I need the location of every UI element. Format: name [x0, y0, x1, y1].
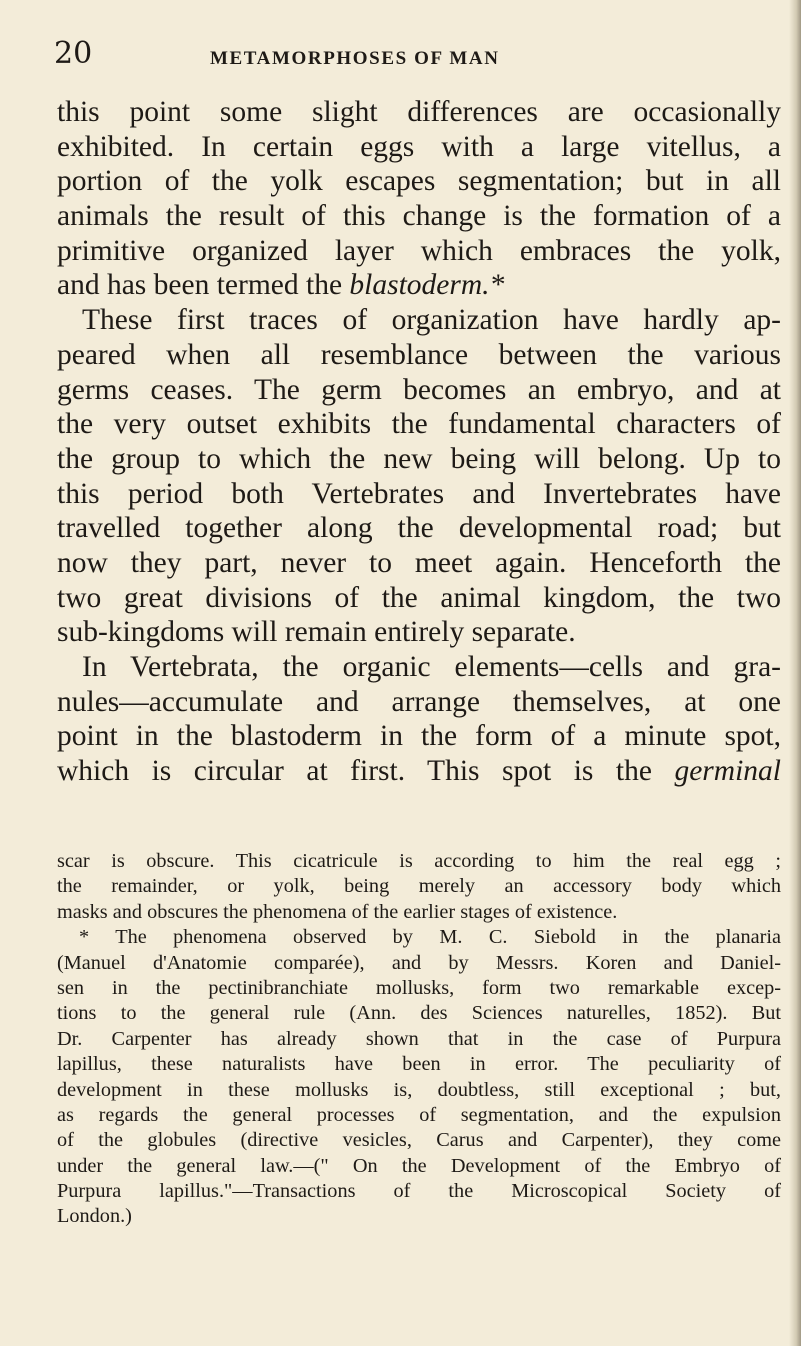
- text-line: the very outset exhibits the fundamental characters of: [57, 408, 781, 441]
- italic-term-germinal: germinal: [674, 755, 781, 788]
- text-line: the group to which the new being will belong. Up to: [57, 442, 781, 475]
- text-line: this point some slight differences are occasionally: [57, 96, 781, 128]
- text-line: now they part, never to meet again. Henceforth the: [57, 546, 781, 579]
- page-number: 20: [54, 36, 93, 71]
- text-line: exhibited. In certain eggs with a large vitellus, a: [57, 130, 781, 163]
- italic-term-blastoderm: blastoderm.*: [349, 269, 505, 302]
- footnote-line: tions to the general rule (Ann. des Sciences naturelles, 1852). But: [57, 1002, 781, 1025]
- footnote-line: the remainder, or yolk, being merely an accessory body which: [57, 875, 781, 898]
- footnote-line: (Manuel d'Anatomie comparée), and by Messrs. Koren and Daniel-: [57, 951, 781, 974]
- text-line: In Vertebrata, the organic elements—cells and gra-: [82, 651, 781, 683]
- text-span: which is circular at first. This spot is the: [57, 755, 675, 788]
- footnote-line: scar is obscure. This cicatricule is according to him the real egg ;: [57, 850, 781, 872]
- text-line: peared when all resemblance between the various: [57, 338, 781, 371]
- text-line: travelled together along the developmental road; but: [57, 512, 781, 545]
- text-span: and has been termed the: [57, 269, 350, 302]
- text-line: portion of the yolk escapes segmentation; but in all: [57, 165, 781, 198]
- footnote-line: * The phenomena observed by M. C. Siebold in the planaria: [79, 926, 781, 949]
- text-line: These first traces of organization have hardly ap-: [82, 304, 781, 337]
- footnote-line: of the globules (directive vesicles, Carus and Carpenter), they come: [57, 1129, 781, 1152]
- text-line: sub-kingdoms will remain entirely separate.: [57, 616, 576, 649]
- text-line: primitive organized layer which embraces the yolk,: [57, 234, 781, 267]
- main-text: [57, 95, 781, 789]
- footnote-line: under the general law.—(" On the Development of the Embryo of: [57, 1154, 781, 1177]
- footnote-line: development in these mollusks is, doubtless, still exceptional ; but,: [57, 1078, 781, 1101]
- footnote-line: as regards the general processes of segmentation, and the expulsion: [57, 1103, 781, 1126]
- running-title: METAMORPHOSES OF MAN: [210, 48, 500, 69]
- text-line: germs ceases. The germ becomes an embryo, and at: [57, 373, 781, 406]
- text-line: this period both Vertebrates and Invertebrates have: [57, 477, 781, 510]
- text-line: nules—accumulate and arrange themselves, at one: [57, 685, 781, 718]
- footnote-line: lapillus, these naturalists have been in error. The peculiarity of: [57, 1053, 781, 1076]
- text-line-germinal: [57, 754, 781, 789]
- footnotes: [57, 849, 781, 1230]
- footnote-line: Dr. Carpenter has already shown that in the case of Purpura: [57, 1027, 781, 1050]
- footnote-line: London.): [57, 1205, 132, 1228]
- footnote-line: sen in the pectinibranchiate mollusks, form two remarkable excep-: [57, 976, 781, 999]
- footnote-line: Purpura lapillus."—Transactions of the Microscopical Society of: [57, 1180, 781, 1203]
- page-edge-shadow: [789, 0, 801, 1346]
- text-line: animals the result of this change is the formation of a: [57, 200, 781, 233]
- footnote-line: masks and obscures the phenomena of the earlier stages of existence.: [57, 900, 618, 923]
- text-line-blastoderm: [57, 268, 781, 303]
- running-head: [54, 36, 754, 76]
- text-line: point in the blastoderm in the form of a minute spot,: [57, 720, 781, 753]
- text-line: two great divisions of the animal kingdom, the two: [57, 581, 781, 614]
